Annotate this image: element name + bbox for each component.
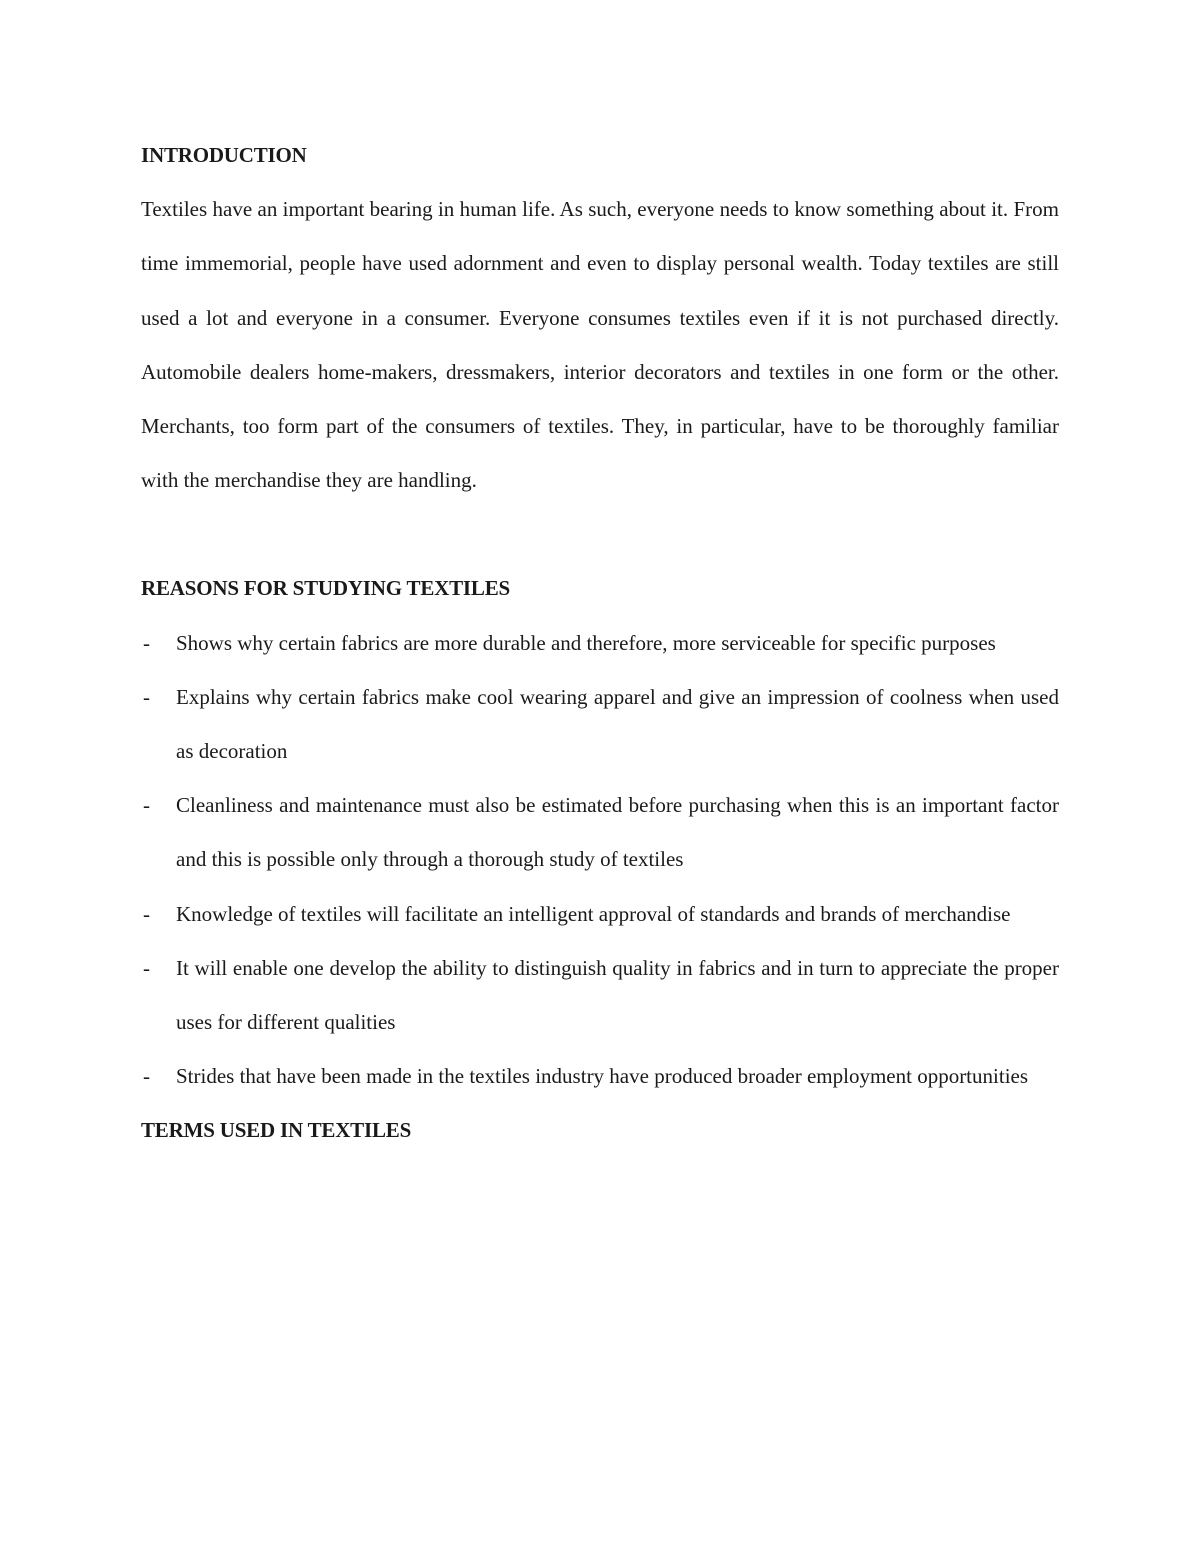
list-item-text: It will enable one develop the ability to distinguish quality in fabrics and in turn to appreciate the proper uses for different qualities	[176, 955, 1059, 1035]
dash-bullet: -	[143, 684, 150, 709]
introduction-paragraph: Textiles have an important bearing in human life. As such, everyone needs to know something about it. From time immemorial, people have used adornment and even to display personal wealth. Today textiles are still used a lot and everyone in a consumer. Everyone consumes textiles even if it is not purchased directly. Automobile dealers home-makers, dressmakers, interior decorators and textiles in one form or the other. Merchants, too form part of the consumers of textiles. They, in particular, have to be thoroughly familiar with the merchandise they are handling.	[141, 197, 1059, 493]
dash-bullet: -	[143, 1064, 150, 1089]
list-item-text: Strides that have been made in the textiles industry have produced broader employment opportunities	[176, 1064, 1029, 1089]
list-item-text: Shows why certain fabrics are more durable and therefore, more serviceable for specific purposes	[176, 630, 996, 655]
list-item	[141, 778, 1059, 886]
list-item	[141, 887, 1059, 941]
list-item	[141, 1049, 1059, 1103]
list-item-text: Knowledge of textiles will facilitate an intelligent approval of standards and brands of merchandise	[176, 901, 1011, 926]
section-spacer	[141, 507, 1059, 561]
document-body	[141, 128, 1059, 1158]
reasons-heading: REASONS FOR STUDYING TEXTILES	[141, 576, 511, 601]
list-item	[141, 941, 1059, 1049]
introduction-heading: INTRODUCTION	[141, 143, 307, 167]
dash-bullet: -	[143, 955, 150, 980]
dash-bullet: -	[143, 793, 150, 818]
dash-bullet: -	[143, 901, 150, 926]
list-item	[141, 670, 1059, 778]
list-item-text: Cleanliness and maintenance must also be estimated before purchasing when this is an important factor and this is possible only through a thorough study of textiles	[176, 793, 1059, 872]
reasons-list	[141, 616, 1059, 1104]
dash-bullet: -	[143, 630, 150, 655]
list-item-text: Explains why certain fabrics make cool wearing apparel and give an impression of coolness when used as decoration	[176, 684, 1059, 764]
list-item	[141, 616, 1059, 670]
terms-heading: TERMS USED IN TEXTILES	[141, 1118, 412, 1143]
